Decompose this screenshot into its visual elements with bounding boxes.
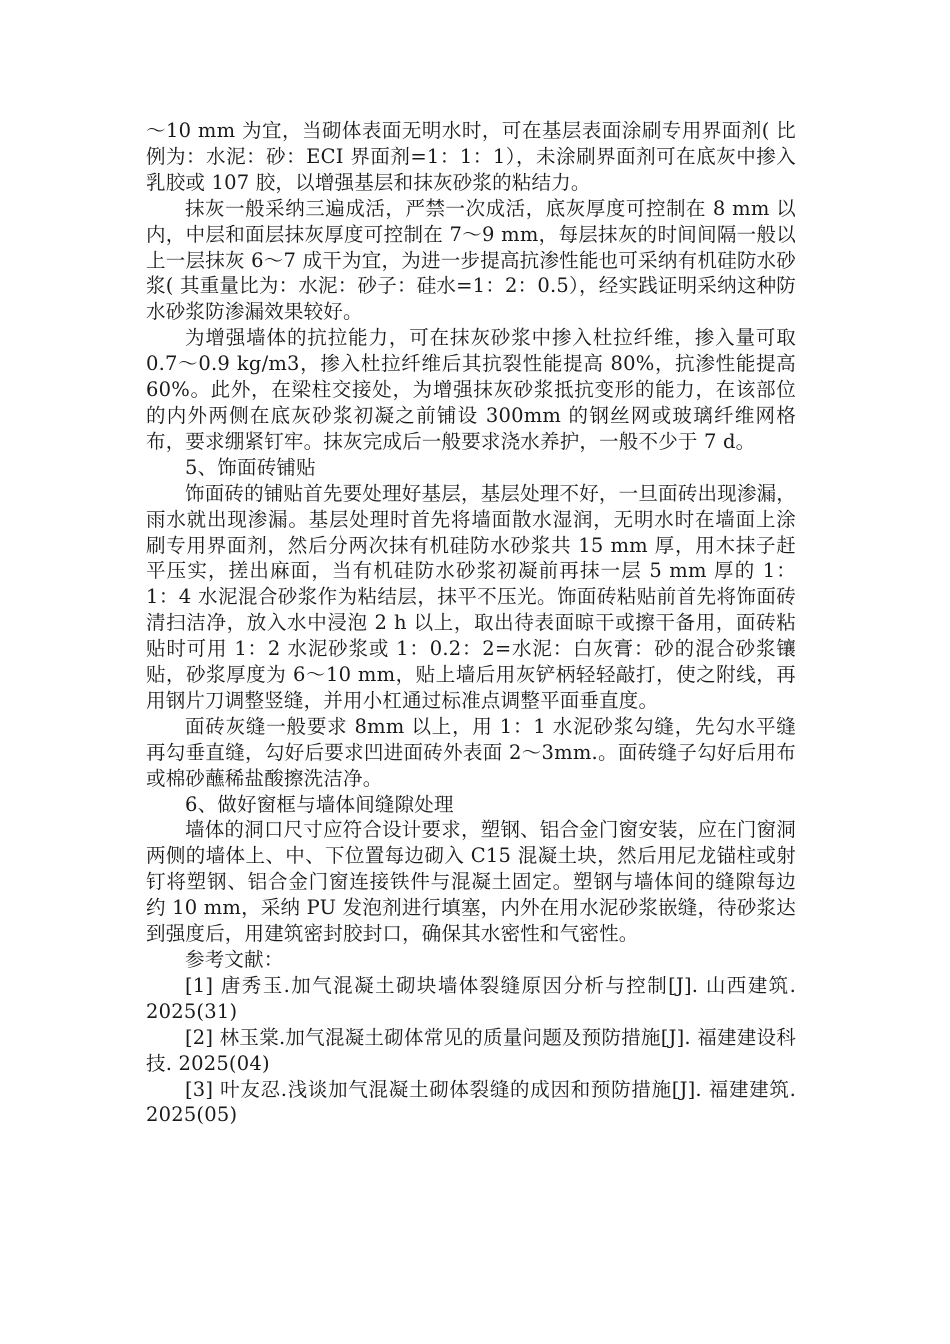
paragraph-fiber-reinforcement: 为增强墙体的抗拉能力，可在抹灰砂浆中掺入杜拉纤维，掺入量可取 0.7～0.9 kg/m3，掺入杜拉纤维后其抗裂性能提高 80%，抗渗性能提高 60%。此外，在梁柱交接处，为增强抹灰砂浆抵抗变形的能力，在该部位的内外两侧在底灰砂浆初凝之前铺设 300mm 的钢丝网或玻璃纤维网格布，要求绷紧钉牢。抹灰完成后一般要求浇水养护，一般不少于 7 d。	[146, 326, 796, 453]
reference-item: [2] 林玉棠.加气混凝土砌体常见的质量问题及预防措施[J]. 福建建设科技. 2025(04)	[146, 1025, 796, 1075]
section-heading-tile-laying: 5、饰面砖铺贴	[185, 455, 316, 479]
reference-item: [1] 唐秀玉.加气混凝土砌块墙体裂缝原因分析与控制[J]. 山西建筑. 2025(31)	[146, 973, 796, 1023]
paragraph-tile-joints: 面砖灰缝一般要求 8mm 以上，用 1：1 水泥砂浆勾缝，先勾水平缝再勾垂直缝，勾好后要求凹进面砖外表面 2～3mm.。面砖缝子勾好后用布或棉砂蘸稀盐酸擦洗洁净。	[146, 714, 796, 790]
paragraph-plastering-coats: 抹灰一般采纳三遍成活，严禁一次成活，底灰厚度可控制在 8 mm 以内，中层和面层抹灰厚度可控制在 7～9 mm，每层抹灰的时间间隔一般以上一层抹灰 6～7 成干为宜，为进一步提高抗渗性能也可采纳有机硅防水砂浆( 其重量比为：水泥：砂子：硅水=1：2：0.5），经实践证明采纳这种防水砂浆防渗漏效果较好。	[146, 196, 796, 324]
document-body	[146, 118, 796, 1128]
section-heading-window-gaps: 6、做好窗框与墙体间缝隙处理	[185, 792, 454, 816]
reference-item: [3] 叶友忍.浅谈加气混凝土砌体裂缝的成因和预防措施[J]. 福建建筑. 2025(05)	[146, 1077, 796, 1127]
paragraph-tile-laying: 饰面砖的铺贴首先要处理好基层，基层处理不好，一旦面砖出现渗漏，雨水就出现渗漏。基层处理时首先将墙面散水湿润，无明水时在墙面上涂刷专用界面剂，然后分两次抹有机硅防水砂浆共 15 mm 厚，用木抹子赶平压实，搓出麻面，当有机硅防水砂浆初凝前再抹一层 5 mm 厚的 1：1：4 水泥混合砂浆作为粘结层，抹平不压光。饰面砖粘贴前首先将饰面砖清扫洁净，放入水中浸泡 2 h 以上，取出待表面晾干或擦干备用，面砖粘贴时可用 1：2 水泥砂浆或 1：0.2：2=水泥：白灰膏：砂的混合砂浆镶贴，砂浆厚度为 6～10 mm，贴上墙后用灰铲柄轻轻敲打，使之附线，再用钢片刀调整竖缝，并用小杠通过标准点调整平面垂直度。	[146, 481, 796, 712]
paragraph-cement-interface: ～10 mm 为宜，当砌体表面无明水时，可在基层表面涂刷专用界面剂( 比例为：水泥：砂：ECI 界面剂=1：1：1），未涂刷界面剂可在底灰中掺入乳胶或 107 胶，以增强基层和抹灰砂浆的粘结力。	[146, 119, 796, 194]
paragraph-window-gaps: 墙体的洞口尺寸应符合设计要求，塑钢、铝合金门窗安装，应在门窗洞两侧的墙体上、中、下位置每边砌入 C15 混凝土块，然后用尼龙锚柱或射钉将塑钢、铝合金门窗连接铁件与混凝土固定。塑钢与墙体间的缝隙每边约 10 mm，采纳 PU 发泡剂进行填塞，内外在用水泥砂浆嵌缝，待砂浆达到强度后，用建筑密封胶封口，确保其水密性和气密性。	[146, 818, 796, 946]
references-heading: 参考文献：	[185, 948, 284, 971]
